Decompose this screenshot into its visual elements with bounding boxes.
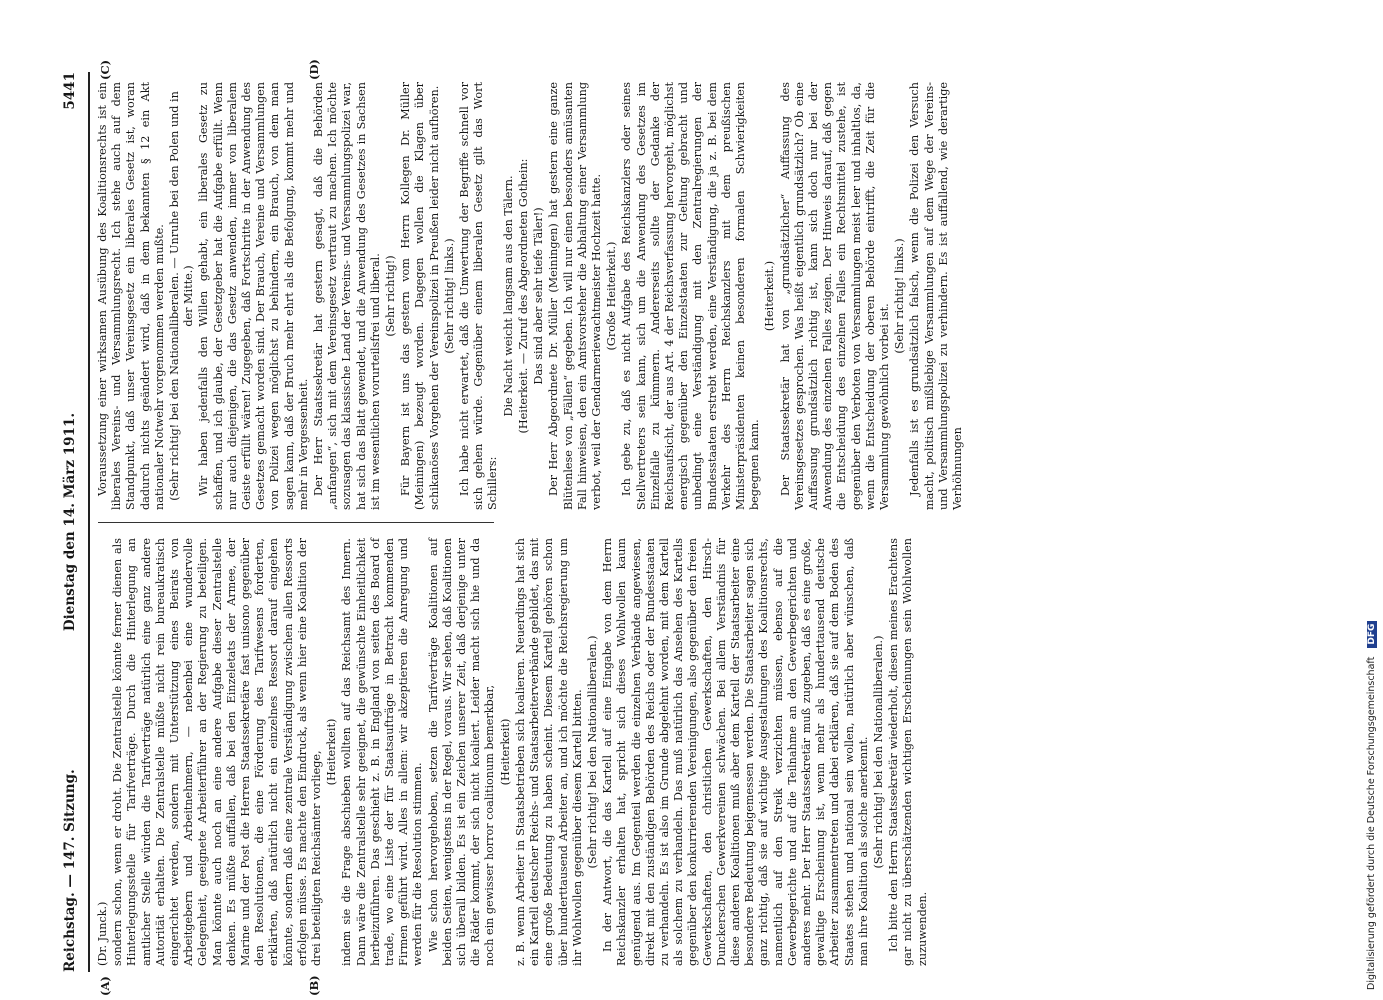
interjection: (Heiterkeit.) [763,260,777,332]
header-rule [88,72,90,972]
interjection: (Sehr richtig! links.) [893,238,907,354]
header-center: Dienstag den 14. März 1911. [62,412,78,632]
header-left: Reichstag. — 147. Sitzung. [62,769,78,972]
margin-marker-a: (A) [98,976,112,996]
paragraph: sondern schon, wenn er droht. Die Zentralstelle könnte ferner dienen als Hinterlegungsstelle für Tarifverträge. Durch die Hinterlegung an amtlicher Stelle würden die Tarifverträge natürlich eine ganz andere Autorität erhalten. Die Zentralstelle müßte nicht rein bureaukratisch eingerichtet werden, sondern mit Unterstützung eines Beirats von Arbeitgebern und Arbeitnehmern, — nebenbei eine wundervolle Gelegenheit, geeignete Arbeiterführer an der Regierung zu beteiligen. Man könnte auch noch an eine andere Aufgabe dieser Zentralstelle denken. Es müßte auffallen, daß bei den Einzeletats der Armee, der Marine und der Post die Herren Staatssekretäre fast unisono gegenüber den Resolutionen, die eine Förderung des Tarifwesens forderten, erklärten, daß natürlich nicht ein einzelnes Ressort darauf eingehen könnte, sondern daß eine zentrale Verständigung zwischen allen Ressorts erfolgen müsse. Es machte den Eindruck, als wenn hier eine Koalition der drei beteiligten Reichsämter vorliege, [111,538,324,966]
interjection: (Sehr richtig! bei den Nationalliberalen.) [585,635,599,869]
paragraph: Der Staatssekretär hat von „grundsätzlicher“ Auffassung des Vereinsgesetzes gesprochen. Was heißt eigentlich grundsätzlich? Ob eine Auffassung grundsätzlich richtig ist, kann sich doch nur bei der Anwendung des einzelnen Falles zeigen. Der Hinweis darauf, daß gegen die Entscheidung des einzelnen Falles ein Rechtsmittel zustehe, ist gegenüber den Verboten von Versammlungen meist leer und inhaltlos, da, wenn die Entscheidung der oberen Behörde eintrifft, die Zeit für die Versammlung gewöhnlich vorbei ist. [778,82,891,510]
speaker-label: (Dr. Junck.) [96,901,109,966]
interjection: (Sehr richtig! links.) [442,238,456,354]
dfg-logo: DFG [1367,621,1377,648]
paragraph: Wir haben jedenfalls den Willen gehabt, ein liberales Gesetz zu schaffen, und ich glaube, der Gesetzgeber hat die Aufgabe erfüllt. Wenn nur auch diejenigen, die das Gesetz anwenden, immer von liberalem Geiste erfüllt wären! Zugegeben, daß Fortschritte in der Anwendung des Gesetzes gemacht worden sind. Der Brauch, Vereine und Versammlungen von Polizei wegen möglichst zu behindern, ein Brauch, von dem man sagen kann, daß der Bruch mehr ehrt als die Befolgung, kommt mehr und mehr in Vergessenheit. [197,82,310,510]
interjection: (Sehr richtig!) [384,255,398,337]
right-column [96,82,964,510]
paragraph: Ich bitte den Herrn Staatssekretär wiederholt, diesen meines Erachtens gar nicht zu überschätzenden wichtigen Erscheinungen sein Wohlwollen zuzuwenden. [887,538,929,966]
interjection: (Große Heiterkeit.) [605,241,619,351]
rotated-page [62,59,1302,996]
column-divider [98,522,494,523]
digitization-note [1366,110,1382,990]
paragraph: z. B. wenn Arbeiter in Staatsbetrieben sich koalieren. Neuerdings hat sich ein Kartell deutscher Reichs- und Staatsarbeiterverbände gebildet, das mit eine große Bedeutung zu haben scheint. Diesem Kartell gehören schon über hunderttausend Arbeiter an, und ich möchte die Reichsregierung um ihr Wohlwollen gegenüber diesem Kartell bitten. [513,538,584,966]
interjection: (Sehr richtig! bei den Nationalliberalen. — Unruhe bei den Polen und in der Mitte.) [168,91,196,501]
left-column [96,538,929,966]
paragraph: Für Bayern ist uns das gestern vom Herrn Kollegen Dr. Müller (Meiningen) bezeugt worden. Dagegen wollen die Klagen über schikanöses Vorgehen der Vereinspolizei in Preußen leider nicht aufhören. [399,82,441,510]
paragraph: Ich gebe zu, daß es nicht Aufgabe des Reichskanzlers oder seines Stellvertreters sein kann, sich um die Anwendung des Gesetzes im Einzelfalle zu kümmern. Andererseits sollte der Gedanke der Reichsaufsicht, der aus Art. 4 der Reichsverfassung hervorgeht, möglichst energisch gegenüber den Einzelstaaten zur Geltung gebracht und unbedingt eine Verständigung mit den Zentralregierungen der Bundesstaaten erstrebt werden, eine Verständigung, die ja z. B. bei dem Verkehr des Herrn Reichskanzlers mit dem preußischen Ministerpräsidenten keinen besonderen formalen Schwierigkeiten begegnen kann. [620,82,762,510]
interjection: (Sehr richtig! bei den Nationalliberalen.) [871,635,885,869]
paragraph: Voraussetzung einer wirksamen Ausübung des Koalitionsrechts ist ein liberales Vereins- und Versammlungsrecht. Ich stehe auch auf dem Standpunkt, daß unser Vereinsgesetz ein liberales Gesetz ist, woran dadurch nichts geändert wird, daß in dem bekannten § 12 ein Akt nationaler Notwehr vorgenommen werden mußte. [96,82,166,510]
interjection: (Heiterkeit. — Zuruf des Abgeordneten Gothein: [516,158,530,434]
digitization-note-text: Digitalisierung gefördert durch die Deutsche Forschungsgemeinschaft [1366,656,1377,990]
paragraph: In der Antwort, die das Kartell auf eine Eingabe von dem Herrn Reichskanzler erhalten hat, spricht sich dieses Wohlwollen kaum genügend aus. Im Gegenteil werden die einzelnen Verbände angewiesen, direkt mit den zuständigen Behörden des Reichs oder der Bundesstaaten zu verhandeln. Es ist also im Grunde abgelehnt worden, mit dem Kartell als solchem zu verhandeln. Das muß natürlich das Ansehen des Kartells gegenüber den konkurrierenden Vereinigungen, also gegenüber den freien Gewerkschaften, den christlichen Gewerkschaften, den Hirsch-Dunckerschen Gewerkvereinen schwächen. Bei allem Verständnis für diese anderen Koalitionen muß aber dem Kartell der Staatsarbeiter eine besondere Bedeutung beigemessen werden. Die Staatsarbeiter sagen sich ganz richtig, daß sie auf wichtige Ausgestaltungen des Koalitionsrechts, namentlich auf den Streik verzichten müssen, ebenso auf die Gewerbegerichte und auf die Teilnahme an den Gewerbegerichten und anderes mehr. Der Herr Staatssekretär muß zugeben, daß es eine große, gewaltige Erscheinung ist, wenn mehr als hunderttausend deutsche Arbeiter zusammentreten und dabei erklären, daß sie auf dem Boden des Staates stehen und national sein wollen, natürlich aber wünschen, daß man ihre Koalition als solche anerkennt. [601,538,870,966]
margin-marker-d: (D) [307,59,321,80]
quotation: Das sind aber sehr tiefe Täler!) [532,207,546,385]
paragraph: Ich habe nicht erwartet, daß die Umwertung der Begriffe schnell vor sich gehen würde. Gegenüber einem liberalen Gesetz gilt das Wort Schillers: [458,82,500,510]
page-number: 5441 [62,72,78,110]
paragraph: Wie schon hervorgehoben, setzen die Tarifverträge Koalitionen auf beiden Seiten, wenigstens in der Regel, voraus. Wir sehen, daß Koalitionen sich überall bilden. Es ist ein Zeichen unserer Zeit, daß derjenige unter die Räder kommt, der sich nicht koaliert. Leider macht sich hie und da noch ein gewisser horror coalitionum bemerkbar, [426,538,497,966]
interjection: (Heiterkeit) [325,718,339,786]
margin-marker-c: (C) [98,59,112,80]
margin-marker-b: (B) [307,975,321,996]
paragraph: indem sie die Frage abschieben wollten auf das Reichsamt des Innern. Dann wäre die Zentralstelle sehr geeignet, die gewünschte Einheitlichkeit herbeizuführen. Das geschieht z. B. in England von seiten des Board of trade, wo eine Liste der für Staatsaufträge in Betracht kommenden Firmen geführt wird. Alles in allem: wir akzeptieren die Anregung und werden für die Resolution stimmen. [340,538,425,966]
paragraph: Jedenfalls ist es grundsätzlich falsch, wenn die Polizei den Versuch macht, politisch mißliebige Versammlungen auf dem Wege der Vereins- und Versammlungspolizei zu verhindern. Es ist auffallend, wie derartige Verhöhnungen [908,82,964,510]
paragraph: Der Herr Staatssekretär hat gestern gesagt, daß die Behörden „anfangen“, sich mit dem Vereinsgesetz vertraut zu machen. Ich möchte sozusagen das klassische Land der Vereins- und Versammlungspolizei war, hat sich das Blatt gewendet, und die Anwendung des Gesetzes in Sachsen ist im wesentlichen vorurteilsfrei und liberal. [312,82,382,510]
quotation: Die Nacht weicht langsam aus den Tälern. [501,175,515,417]
interjection: (Heiterkeit) [498,718,512,786]
running-head [62,72,86,972]
paragraph: Der Herr Abgeordnete Dr. Müller (Meiningen) hat gestern eine ganze Blütenlese von „Fällen“ gegeben. Ich will nur einen besonders amüsanten Fall hinweisen, den ein Amtsvorsteher die Abhaltung einer Versammlung verbot, weil der Gendarmeriewachtmeister Hochzeit hatte. [547,82,603,510]
